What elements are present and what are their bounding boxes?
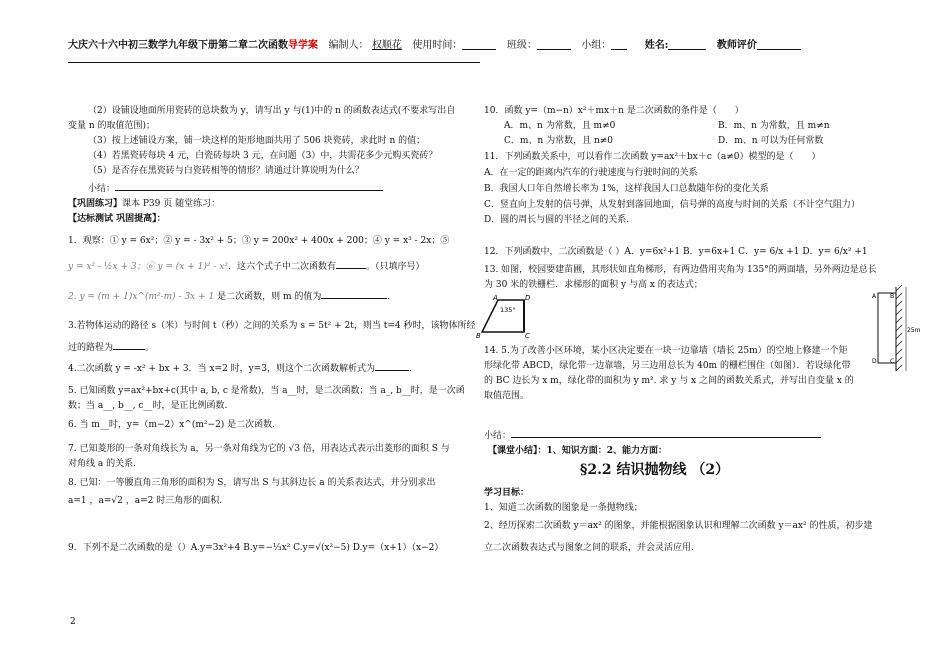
wall-label-b: B xyxy=(890,293,895,300)
trapezoid-shape xyxy=(482,300,524,332)
q11-option-c: C．竖直向上发射的信号弹，从发射到落回地面，信号弹的高度与时间的关系（不计空气阻力） xyxy=(484,200,860,210)
q10-option-c: C．m、n 为常数，且 n≠0 xyxy=(504,136,614,146)
right-summary-blank[interactable] xyxy=(511,437,821,438)
trapezoid-figure xyxy=(476,294,550,340)
consolidate-line xyxy=(68,199,220,210)
wall-length: 25m xyxy=(907,327,921,334)
q4-blank[interactable] xyxy=(375,370,409,371)
header-rule xyxy=(68,62,480,63)
time-label: 使用时间： xyxy=(412,40,463,51)
trap-label-c: C xyxy=(525,332,530,340)
trap-label-d: D xyxy=(525,294,531,302)
trap-angle: 135° xyxy=(500,306,516,314)
q10: 10．函数 y=（m−n）x²＋mx＋n 是二次函数的条件是（ ） xyxy=(484,106,744,116)
left-p2a: （2）设铺设地面所用瓷砖的总块数为 y，请写出 y 与(1)中的 n 的函数表达式(不要求写出自 xyxy=(88,106,456,116)
time-blank[interactable] xyxy=(462,40,496,50)
left-p4: （4）若黑瓷砖每块 4 元，白瓷砖每块 3 元，在问题（3）中，共需花多少元购买瓷砖？ xyxy=(88,151,438,161)
summary-label: 小结： xyxy=(88,184,116,194)
wall-label-d: D xyxy=(872,358,877,365)
q11-option-b: B．我国人口年自然增长率为 1%，这样我国人口总数随年份的变化关系 xyxy=(484,184,769,194)
q14b: 形绿化带 ABCD，绿化带一边靠墙，另三边用总长为 40m 的栅栏围住（如图）．若设绿化带 xyxy=(484,361,851,371)
editor-name: 权顺花 xyxy=(371,40,402,51)
q2-text: 是二次函数，则 m 的值为 xyxy=(214,292,322,302)
q13b: 为 30 米的铁栅栏．求梯形的面积 y 与高 x 的表达式； xyxy=(484,280,703,290)
section-title: §2.2 结识抛物线 （2） xyxy=(580,462,730,478)
q13a: 13. 如图，校园要建苗圃，其形状如直角梯形，有两边借用夹角为 135°的两面墙，另外两边是总长 xyxy=(484,265,877,275)
page-number: 2 xyxy=(70,617,76,627)
q2 xyxy=(68,292,390,303)
consolidate-text: 课本 P39 页 随堂练习： xyxy=(122,199,221,209)
q14a: 14. 5.为了改善小区环境，某小区决定要在一块一边靠墙（墙长 25m）的空地上修建一个矩 xyxy=(484,346,848,356)
q4 xyxy=(68,364,412,375)
class-label: 班级： xyxy=(506,40,537,51)
q1a: 1．观察：① y = 6x²；② y = - 3x² + 5；③ y = 200x² + 400x + 200；④ y = x³ - 2x；⑤ xyxy=(68,236,450,246)
wall-label-c: C xyxy=(890,358,895,365)
name-label: 姓名: xyxy=(644,40,669,51)
q3a: 3.若物体运动的路径 s（米）与时间 t（秒）之间的关系为 s = 5t² + 2t，则当 t=4 秒时，该物体所经 xyxy=(68,321,476,331)
q9: 9．下列不是二次函数的是（）A.y=3x²+4 B.y=−⅓x² C.y=√(x²−5) D.y=（x+1）（x−2） xyxy=(68,543,444,553)
summary-blank[interactable] xyxy=(115,190,383,191)
goal-2b: 立二次函数表达式与图象之间的联系，并会灵活应用. xyxy=(484,543,694,553)
q5b: 数；当 a__, b__, c__时，是正比例函数. xyxy=(68,401,228,411)
consolidate-label: 【巩固练习】 xyxy=(68,199,123,209)
teacher-eval-blank[interactable] xyxy=(757,40,801,50)
q1b xyxy=(68,262,424,273)
q5a: 5. 已知函数 y=ax²+bx+c(其中 a, b, c 是常数)，当 a__时，是二次函数；当 a_, b__时，是一次函 xyxy=(68,386,465,396)
q3b-end: 。 xyxy=(145,343,155,353)
q14c: 的 BC 边长为 x m，绿化带的面积为 y m². 求 y 与 x 之间的函数关系式，并写出自变量 x 的 xyxy=(484,376,854,386)
q1b-math: y = x² - ½x + 3；⑥ y = (x + 1)² - x² xyxy=(68,262,228,272)
q2-blank[interactable] xyxy=(321,298,387,299)
q3-blank[interactable] xyxy=(113,349,145,350)
left-summary xyxy=(88,184,383,195)
left-p2b: 变量 n 的取值范围)； xyxy=(68,121,156,131)
teacher-eval-label: 教师评价 xyxy=(716,40,757,51)
left-p3: （3）按上述铺设方案，铺一块这样的矩形地面共用了 506 块瓷砖，求此时 n 的值； xyxy=(88,136,426,146)
goal-2a: 2、经历探索二次函数 y＝ax² 的图象，并能根据图象认识和理解二次函数 y＝ax² 的性质，初步建 xyxy=(484,521,873,531)
q11-option-a: A．在一定的距离内汽车的行驶速度与行驶时间的关系 xyxy=(484,168,698,178)
group-label: 小组： xyxy=(581,40,612,51)
q10-option-b: B．m、n 为常数，且 m≠n xyxy=(718,121,830,131)
q3b xyxy=(68,343,154,354)
q10-option-a: A．m、n 为常数，且 m≠0 xyxy=(504,121,616,131)
test-label: 【达标测试 巩固提高】： xyxy=(68,214,166,224)
q2-math: 2. y = (m + 1)x^(m²-m) - 3x + 1 xyxy=(68,292,215,302)
left-p5: （5）是否存在黑瓷砖与白瓷砖相等的情形？请通过计算说明为什么？ xyxy=(88,166,364,176)
q1b-text: ．这六个式子中二次函数有 xyxy=(227,262,336,272)
q11-option-d: D．圆的周长与圆的半径之间的关系． xyxy=(484,215,636,225)
q14d: 取值范围。 xyxy=(484,391,530,401)
q4-text: 4.二次函数 y = -x² + bx + 3．当 x=2 时，y=3，则这个二次函数解析式为 xyxy=(68,364,376,374)
right-summary xyxy=(484,431,821,442)
goal-1: 1、知道二次函数的图象是一条抛物线； xyxy=(484,503,643,513)
class-summary xyxy=(488,446,667,457)
wall-label-a: A xyxy=(872,293,877,300)
group-blank[interactable] xyxy=(611,40,627,50)
class-summary-text: ：1、知识方面：2、能力方面： xyxy=(537,446,668,456)
name-blank[interactable] xyxy=(668,40,706,50)
class-blank[interactable] xyxy=(537,40,571,50)
wall-rect-abcd xyxy=(878,293,896,363)
q6: 6. 当 m__时，y=（m−2）x^(m²−2) 是二次函数. xyxy=(68,420,276,430)
page-header xyxy=(68,40,898,53)
right-summary-label: 小结： xyxy=(484,431,512,441)
q8a: 8. 已知：一等腰直角三角形的面积为 S，请写出 S 与其斜边长 a 的关系表达式，并分别求出 xyxy=(68,478,436,488)
q1-blank[interactable] xyxy=(336,268,366,269)
q8b: a=1 ，a=√2 ，a=2 时三角形的面积. xyxy=(68,496,223,506)
q7b: 对角线 a 的关系. xyxy=(68,459,136,469)
q3b-text: 过的路程为 xyxy=(68,343,114,353)
trap-label-b: B xyxy=(476,332,481,340)
q2-end: . xyxy=(387,292,391,302)
wall-figure xyxy=(870,283,921,375)
q11: 11．下列函数关系中，可以看作二次函数 y=ax²＋bx＋c（a≠0）模型的是（ ） xyxy=(484,152,821,162)
doc-title: 大庆六十六中初三数学九年级下册第二章二次函数 xyxy=(68,40,288,51)
goals-label: 学习目标： xyxy=(484,488,530,498)
q1b-end: 。（只填序号） xyxy=(365,262,425,272)
trap-label-a: A xyxy=(493,294,498,302)
class-summary-label: 【课堂小结】 xyxy=(488,446,538,456)
q10-option-d: D．m、n 可以为任何常数 xyxy=(718,136,824,146)
q7a: 7. 已知菱形的一条对角线长为 a，另一条对角线为它的 √3 倍，用表达式表示出菱形的面积 S 与 xyxy=(68,444,450,454)
q12: 12．下列函数中，二次函数是（ ）A．y=6x²+1 B．y=6x+1 C．y= 6/x +1 D．y= 6/x² +1 xyxy=(484,247,868,257)
editor-label: 编制人： xyxy=(328,40,369,51)
doc-title-highlight: 导学案 xyxy=(288,40,318,51)
q4-end: . xyxy=(409,364,412,374)
